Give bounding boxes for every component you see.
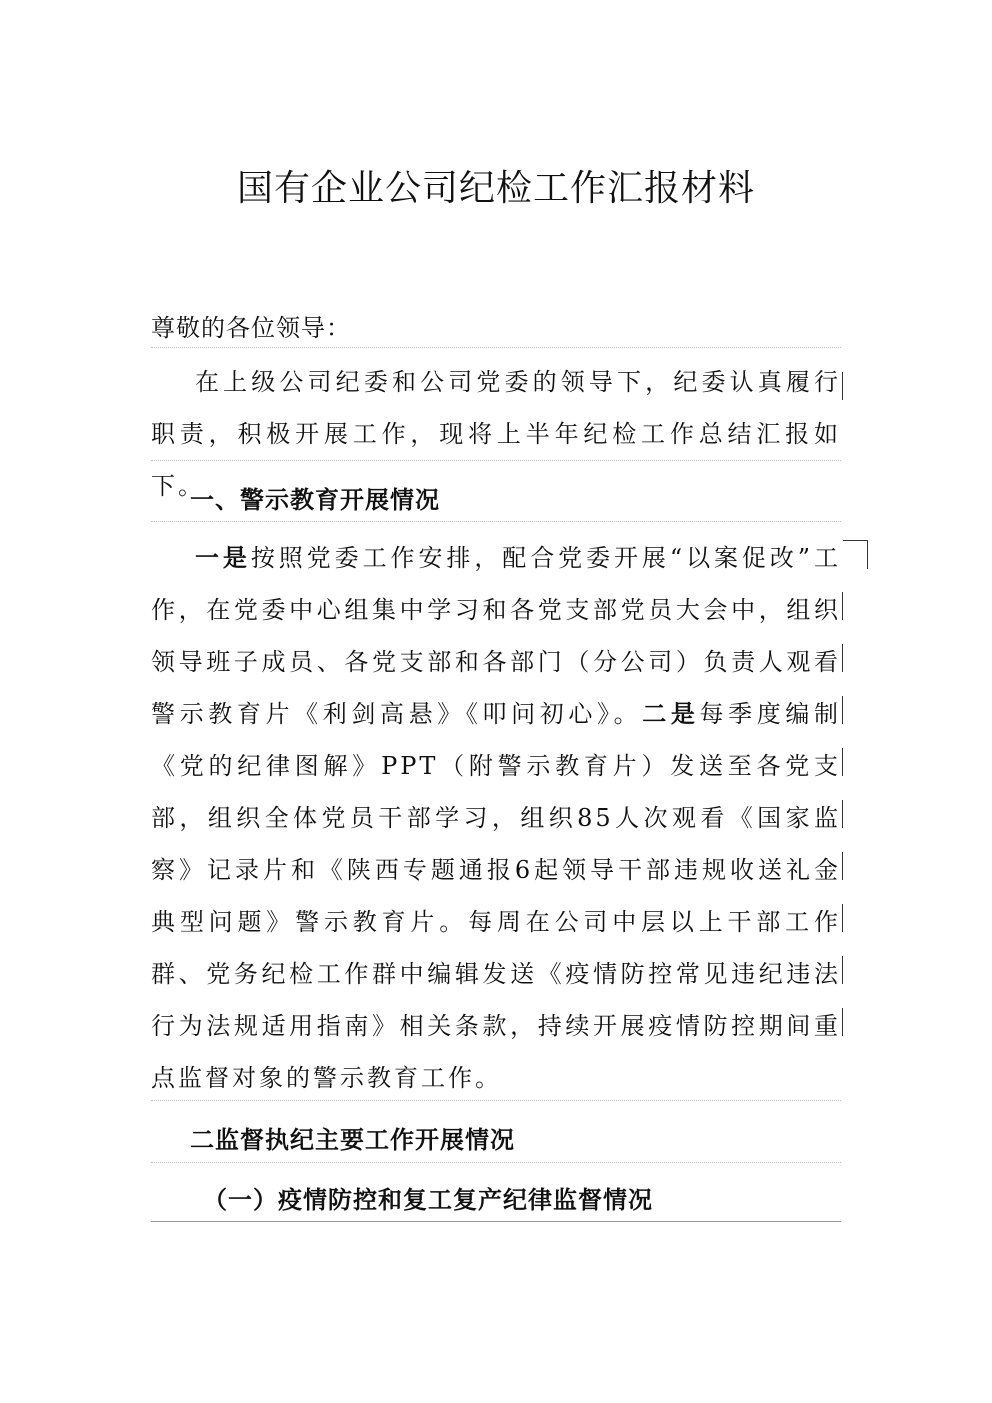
section-2-subheading: （一）疫情防控和复工复产纪律监督情况: [203, 1186, 653, 1214]
section-1-heading: 一、警示教育开展情况: [190, 486, 440, 514]
text-boundary-mark: [842, 748, 843, 776]
text-boundary-mark: [842, 800, 843, 828]
text-boundary-mark: [842, 592, 843, 620]
intro-paragraph: 在上级公司纪委和公司党委的领导下，纪委认真履行职责，积极开展工作，现将上半年纪检工作总结汇报如下。: [151, 368, 841, 500]
text-boundary-corner-mark: [843, 540, 868, 569]
text-boundary-mark: [842, 1008, 843, 1036]
section-1-text-2: 每季度编制《党的纪律图解》PPT（附警示教育片）发送至各党支部，组织全体党员干部学习，组织85人次观看《国家监察》记录片和《陕西专题通报6起领导干部违规收送礼金典型问题》警示教育片。每周在公司中层以上干部工作群、党务纪检工作群中编辑发送《疫情防控常见违纪违法行为法规适用指南》相关条款，持续开展疫情防控期间重点监督对象的警示教育工作。: [151, 700, 841, 1092]
text-boundary-mark: [842, 852, 843, 880]
section-1-lead-1: 一是: [195, 544, 251, 572]
section-1-body: [151, 532, 841, 1104]
salutation: 尊敬的各位领导：: [151, 314, 351, 342]
document-title: 国有企业公司纪检工作汇报材料: [236, 168, 755, 209]
text-boundary-mark: [842, 644, 843, 672]
section-1-lead-2: 二是: [642, 700, 700, 728]
paragraph-divider: [151, 1162, 841, 1163]
text-boundary-mark: [842, 696, 843, 724]
paragraph-divider: [151, 521, 841, 522]
text-boundary-mark: [842, 904, 843, 932]
section-2-heading: 二监督执纪主要工作开展情况: [190, 1126, 515, 1154]
paragraph-divider: [151, 460, 841, 461]
paragraph-divider: [151, 347, 841, 348]
text-boundary-mark: [842, 372, 843, 400]
paragraph-divider: [151, 1100, 841, 1101]
page-bottom-rule: [151, 1221, 841, 1222]
text-boundary-mark: [842, 956, 843, 984]
section-1-text-1: 按照党委工作安排，配合党委开展“以案促改”工作，在党委中心组集中学习和各党支部党员大会中，组织领导班子成员、各党支部和各部门（分公司）负责人观看警示教育片《利剑高悬》《叩问初心》。: [151, 544, 842, 728]
